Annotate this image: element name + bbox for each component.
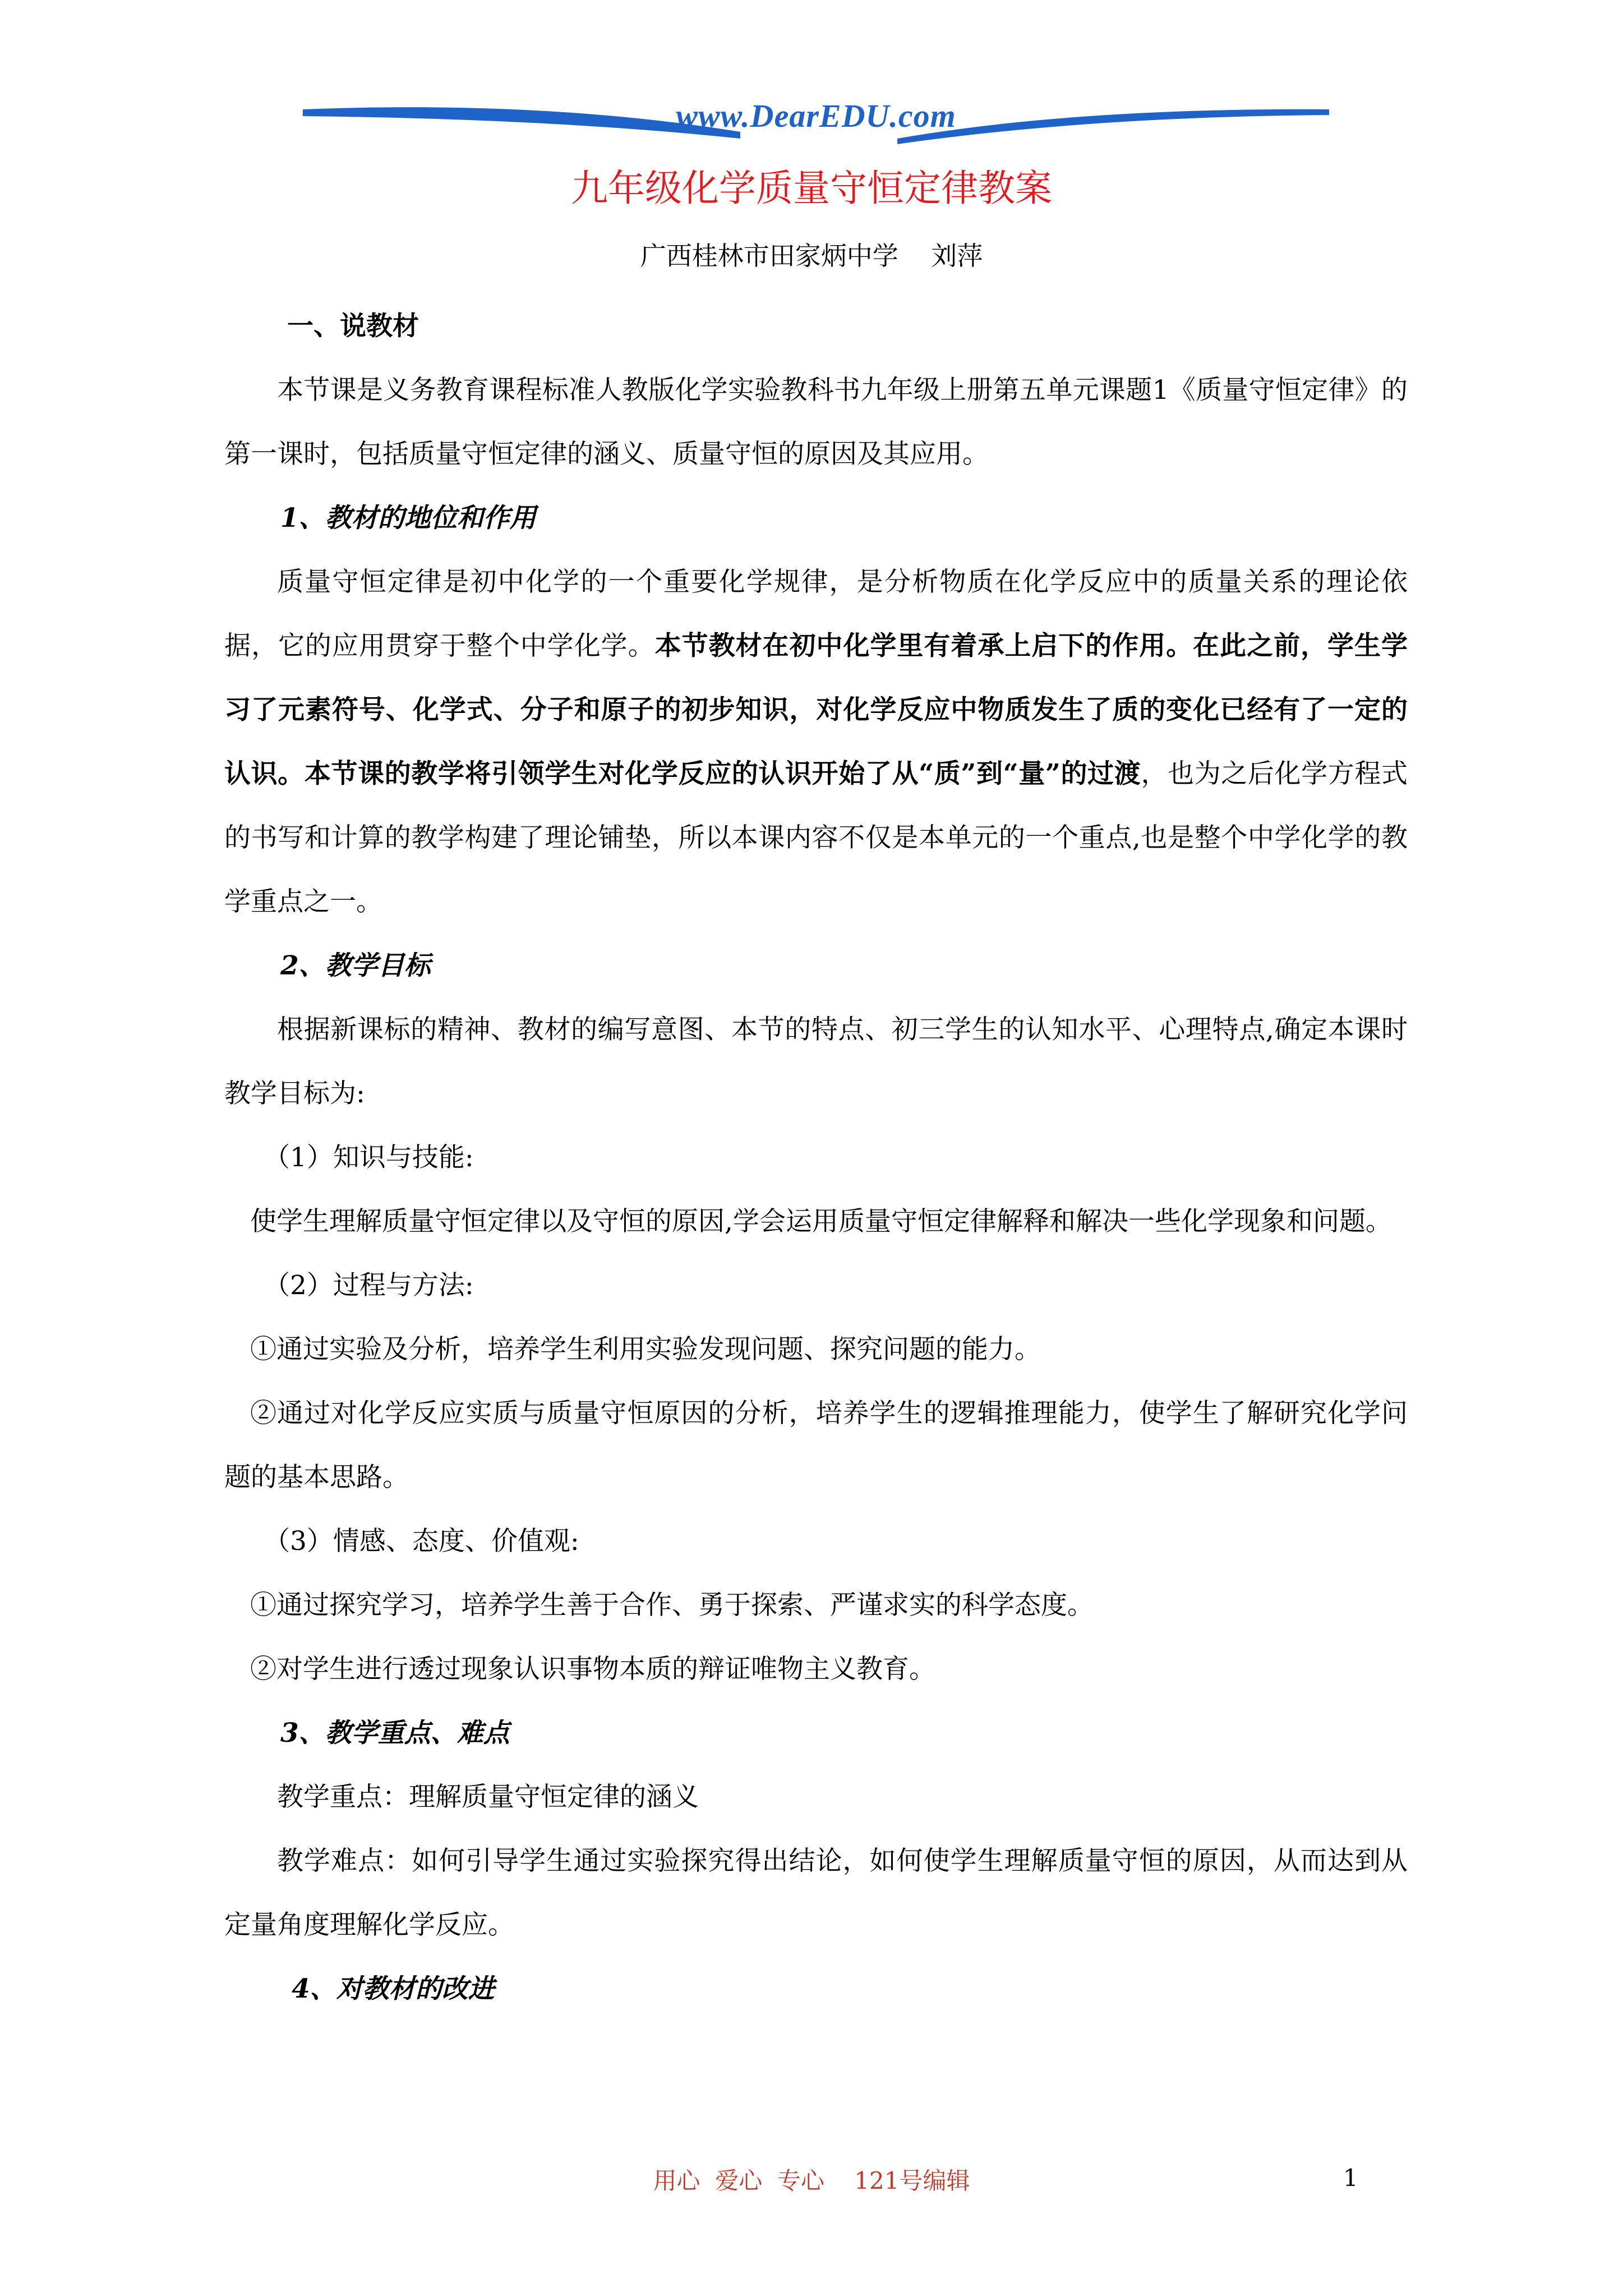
paragraph: 本节课是义务教育课程标准人教版化学实验教科书九年级上册第五单元课题1《质量守恒定律》的第一课时，包括质量守恒定律的涵义、质量守恒的原因及其应用。: [224, 375, 1408, 470]
subsection-heading: 1、教材的地位和作用: [280, 503, 536, 533]
subsection-heading: 4、对教材的改进: [292, 1973, 495, 2004]
goal-label: （1）知识与技能:: [264, 1142, 474, 1173]
footer-slogan: 用心 爱心 专心 121号编辑: [653, 2167, 970, 2194]
goal-label: （2）过程与方法:: [264, 1270, 474, 1301]
emphasized-text: 本节教材在初中化学里有着承上启下的作用。在此之前，学生学习了元素符号、化学式、分子和原子的初步知识，对化学反应中物质发生了质的变化已经有了一定的认识。本节课的教学将引领学生对化学反应的认识开始了从“质”到“量”的过渡: [224, 631, 1408, 789]
document-title: 九年级化学质量守恒定律教案: [571, 167, 1052, 210]
page-number: 1: [1343, 2164, 1358, 2192]
list-item: ②通过对化学反应实质与质量守恒原因的分析，培养学生的逻辑推理能力，使学生了解研究化学问题的基本思路。: [224, 1398, 1408, 1493]
list-item: ②对学生进行透过现象认识事物本质的辩证唯物主义教育。: [250, 1654, 935, 1685]
difficulty-point: 教学难点：如何引导学生通过实验探究得出结论，如何使学生理解质量守恒的原因，从而达到从定量角度理解化学反应。: [224, 1846, 1408, 1940]
goal-label: （3）情感、态度、价值观:: [264, 1526, 579, 1557]
paragraph: 使学生理解质量守恒定律以及守恒的原因,学会运用质量守恒定律解释和解决一些化学现象和问题。: [250, 1206, 1392, 1237]
paragraph-role: [224, 550, 1408, 934]
key-point: 教学重点：理解质量守恒定律的涵义: [277, 1782, 699, 1812]
list-item: ①通过探究学习，培养学生善于合作、勇于探索、严谨求实的科学态度。: [250, 1590, 1094, 1621]
list-item: ①通过实验及分析，培养学生利用实验发现问题、探究问题的能力。: [250, 1334, 1041, 1365]
paragraph-text: ，也为之后化学方程式的书写和计算的教学构建了理论铺垫，所以本课内容不仅是本单元的一个重点,也是整个中学化学的教学重点之一。: [224, 758, 1408, 917]
site-logo[interactable]: www.DearEDU.com: [676, 98, 956, 134]
header-banner: [303, 93, 1329, 154]
document-body: [224, 295, 1408, 2021]
paragraph: 根据新课标的精神、教材的编写意图、本节的特点、初三学生的认知水平、心理特点,确定本课时教学目标为:: [224, 1014, 1408, 1109]
section-heading-1: 一、说教材: [287, 311, 419, 342]
subsection-heading: 3、教学重点、难点: [280, 1718, 510, 1749]
author-line: 广西桂林市田家炳中学 刘萍: [640, 241, 983, 271]
paragraph-text: 质量守恒定律是初中化学的一个重要化学规律，是分析物质在化学反应中的质量关系的理论依据，它的应用贯穿于整个中学化学。: [224, 567, 1408, 661]
subsection-heading: 2、教学目标: [280, 950, 431, 981]
